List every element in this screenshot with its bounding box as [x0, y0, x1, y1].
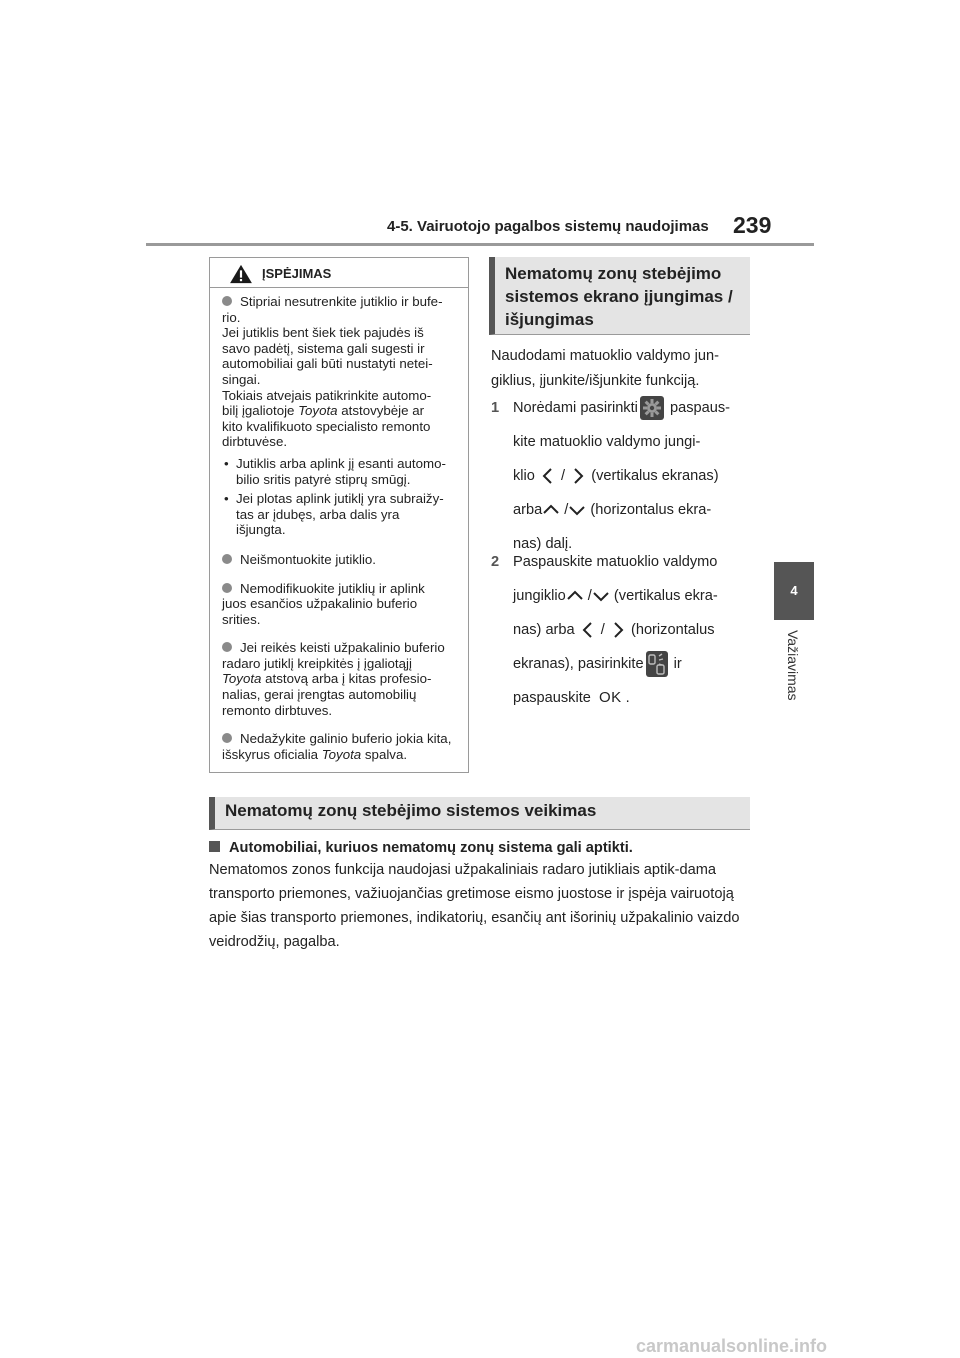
bullet-icon [222, 554, 232, 564]
warning-item: Nedažykite galinio buferio jokia kita, išskyrus oficialia Toyota spalva. [222, 731, 452, 762]
ok-button-label: OK [598, 689, 622, 706]
warning-title: ĮSPĖJIMAS [262, 266, 332, 281]
gear-icon [640, 396, 664, 420]
chevron-right-icon [569, 467, 587, 485]
section-intro: Naudodami matuoklio valdymo jun-giklius, įjunkite/išjunkite funkciją. [491, 348, 719, 389]
chevron-down-icon [592, 587, 610, 605]
chevron-left-icon [579, 621, 597, 639]
warning-box [209, 257, 469, 773]
sub-heading: Automobiliai, kuriuos nematomų zonų sistema gali aptikti. [209, 840, 633, 856]
body-paragraph: Nematomos zonos funkcija naudojasi užpakaliniais radaro jutikliais aptik-dama transporto priemones, važiuojančias gretimose eismo juostose ir įspėja vairuotoją apie šias transporto priemones, indikatorių, esančių ant išorinių užpakalinio vaizdo veidrodžių, pagalba. [209, 862, 740, 950]
chevron-down-icon [568, 501, 586, 519]
warning-item: Nemodifikuokite jutiklių ir aplink juos esančios užpakalinio buferio srities. [222, 580, 425, 627]
step-2: 2 Paspauskite matuoklio valdymo jungiklio / (vertikalus ekra- nas) arba / (horizontalus ekranas), pasirinkite ir paspauskite OK . [491, 545, 753, 715]
step-number: 2 [491, 554, 500, 570]
chevron-up-icon [566, 587, 584, 605]
warning-header [210, 258, 468, 288]
warning-subitem: • Jei plotas aplink jutiklį yra subraižy- tas ar įdubęs, arba dalis yra išjungta. [224, 491, 444, 538]
warning-item: Stipriai nesutrenkite jutiklio ir bufe- rio. Jei jutiklis bent šiek tiek pajudės iš savo padėtį, sistema gali sugesti ir automobiliai gali būti nustatyti netei- singai. Tokiais atvejais patikrinkite automo- bilį įgaliotoje Toyota atstovybėje ar kito kvalifikuoto specialisto remonto dirbtuvėse. [222, 294, 443, 450]
page-number: 239 [733, 212, 772, 238]
warning-subitem: • Jutiklis arba aplink jį esanti automo- bilio sritis patyrė stiprų smūgį. [224, 455, 446, 487]
bullet-icon [222, 642, 232, 652]
warning-item: Neišmontuokite jutiklio. [222, 552, 458, 568]
square-bullet-icon [209, 841, 220, 852]
chevron-up-icon [542, 501, 560, 519]
chevron-right-icon [609, 621, 627, 639]
bullet-icon [222, 733, 232, 743]
blind-spot-monitor-icon [646, 651, 668, 677]
chapter-tab: 4 [774, 562, 814, 620]
header-section-title: 4-5. Vairuotojo pagalbos sistemų naudojimas [387, 218, 709, 235]
watermark: carmanualsonline.info [636, 1336, 828, 1356]
step-1: 1 Norėdami pasirinkti paspaus- kite matuoklio valdymo jungi- klio / (vertikalus ekranas) arba / (horizontalus ekra- nas) dalį. [491, 391, 753, 561]
warning-body [210, 288, 468, 762]
chapter-label: Važiavimas [785, 630, 801, 701]
warning-triangle-icon [228, 264, 254, 284]
step-number: 1 [491, 400, 500, 416]
bullet-icon [222, 296, 232, 306]
bullet-icon [222, 583, 232, 593]
warning-item: Jei reikės keisti užpakalinio buferio radaro jutiklį kreipkitės į įgaliotąjį Toyota atstovą arba į kitas profesio- nalias, gerai įrengtas automobilių remonto dirbtuves. [222, 640, 445, 718]
chevron-left-icon [539, 467, 557, 485]
header-divider [146, 243, 814, 246]
section-heading-display-toggle: Nematomų zonų stebėjimo sistemos ekrano įjungimas / išjungimas [489, 257, 750, 335]
section-heading-operation: Nematomų zonų stebėjimo sistemos veikimas [209, 797, 750, 830]
